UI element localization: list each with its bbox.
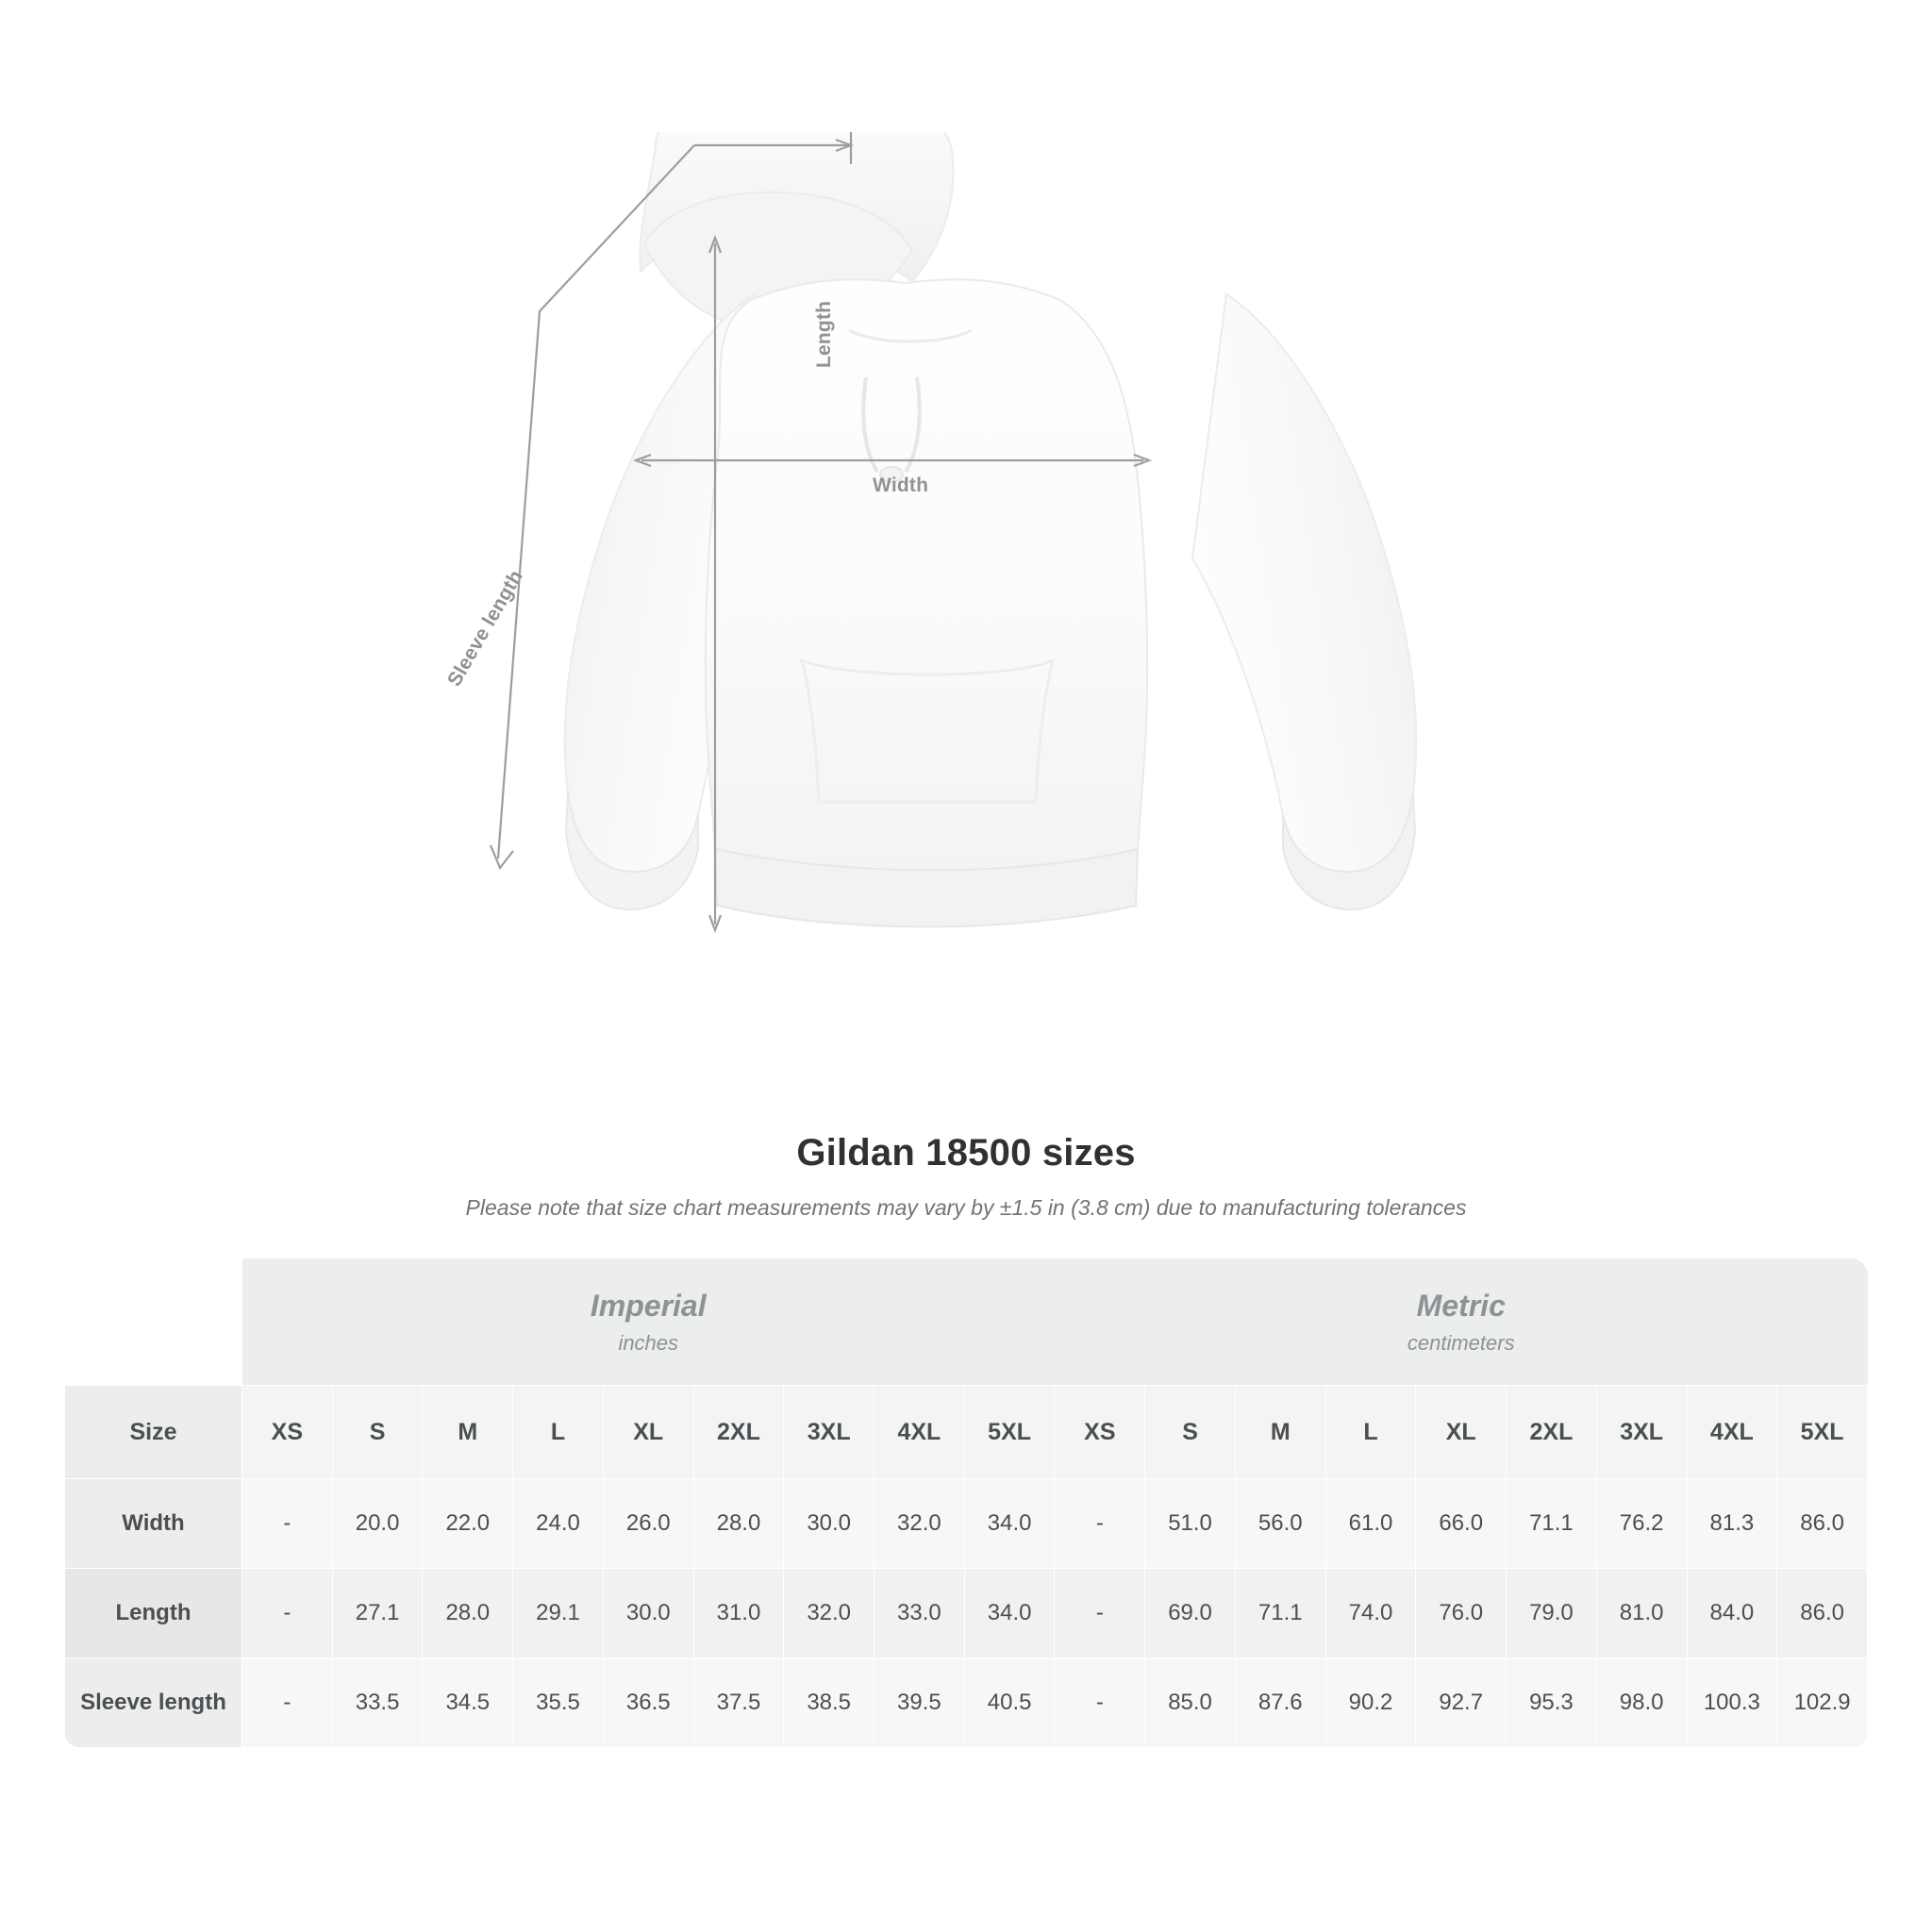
size-col-header: 3XL [784, 1386, 874, 1479]
length-label: Length [813, 300, 835, 368]
row-label-width: Width [65, 1479, 242, 1569]
size-col-header: XS [242, 1386, 333, 1479]
page-title: Gildan 18500 sizes [796, 1132, 1136, 1174]
cell: 81.0 [1596, 1569, 1687, 1658]
cell: 86.0 [1777, 1479, 1868, 1569]
size-header-row [65, 1386, 1868, 1479]
size-col-header: 5XL [1777, 1386, 1868, 1479]
size-col-header: S [332, 1386, 423, 1479]
size-col-header: S [1145, 1386, 1236, 1479]
cell: 26.0 [603, 1479, 693, 1569]
tolerance-note: Please note that size chart measurements may vary by ±1.5 in (3.8 cm) due to manufacturing tolerances [465, 1195, 1467, 1220]
size-col-header: 2XL [1507, 1386, 1597, 1479]
row-label-length: Length [65, 1569, 242, 1658]
cell: 79.0 [1507, 1569, 1597, 1658]
cell: - [1055, 1569, 1145, 1658]
cell: 30.0 [784, 1479, 874, 1569]
size-col-header: M [1235, 1386, 1325, 1479]
cell: 71.1 [1507, 1479, 1597, 1569]
size-table-wrapper [64, 1258, 1868, 1748]
cell: 28.0 [693, 1479, 784, 1569]
sleeve-length-label: Sleeve length [443, 566, 527, 691]
cell: 33.0 [874, 1569, 965, 1658]
cell: 33.5 [332, 1658, 423, 1748]
size-col-header: 4XL [874, 1386, 965, 1479]
metric-sub: centimeters [1407, 1330, 1515, 1355]
hoodie-image [472, 132, 1472, 1085]
cell: 74.0 [1325, 1569, 1416, 1658]
size-col-header: 5XL [964, 1386, 1055, 1479]
imperial-name: Imperial [590, 1288, 707, 1323]
cell: - [242, 1479, 333, 1569]
cell: 98.0 [1596, 1658, 1687, 1748]
imperial-sub: inches [618, 1330, 679, 1355]
cell: 29.1 [513, 1569, 604, 1658]
metric-name: Metric [1416, 1288, 1506, 1323]
cell: 90.2 [1325, 1658, 1416, 1748]
cell: 37.5 [693, 1658, 784, 1748]
cell: 28.0 [423, 1569, 513, 1658]
cell: 31.0 [693, 1569, 784, 1658]
cell: 66.0 [1416, 1479, 1507, 1569]
metric-header [1055, 1258, 1868, 1386]
cell: 40.5 [964, 1658, 1055, 1748]
cell: - [242, 1569, 333, 1658]
cell: 76.2 [1596, 1479, 1687, 1569]
cell: 34.0 [964, 1569, 1055, 1658]
cell: 95.3 [1507, 1658, 1597, 1748]
cell: 69.0 [1145, 1569, 1236, 1658]
cell: 38.5 [784, 1658, 874, 1748]
cell: 102.9 [1777, 1658, 1868, 1748]
cell: 39.5 [874, 1658, 965, 1748]
cell: 85.0 [1145, 1658, 1236, 1748]
cell: 86.0 [1777, 1569, 1868, 1658]
cell: 32.0 [784, 1569, 874, 1658]
imperial-header [242, 1258, 1055, 1386]
cell: 84.0 [1687, 1569, 1777, 1658]
size-header-cell: Size [65, 1386, 242, 1479]
cell: 100.3 [1687, 1658, 1777, 1748]
size-col-header: L [513, 1386, 604, 1479]
size-col-header: M [423, 1386, 513, 1479]
cell: - [1055, 1658, 1145, 1748]
cell: - [242, 1658, 333, 1748]
size-col-header: XS [1055, 1386, 1145, 1479]
cell: 56.0 [1235, 1479, 1325, 1569]
cell: 34.5 [423, 1658, 513, 1748]
corner-cell [65, 1258, 242, 1386]
table-row [65, 1658, 1868, 1748]
cell: 61.0 [1325, 1479, 1416, 1569]
cell: 24.0 [513, 1479, 604, 1569]
cell: - [1055, 1479, 1145, 1569]
size-col-header: 3XL [1596, 1386, 1687, 1479]
width-label: Width [873, 475, 929, 496]
cell: 71.1 [1235, 1569, 1325, 1658]
cell: 87.6 [1235, 1658, 1325, 1748]
cell: 30.0 [603, 1569, 693, 1658]
cell: 36.5 [603, 1658, 693, 1748]
cell: 27.1 [332, 1569, 423, 1658]
table-row [65, 1569, 1868, 1658]
cell: 76.0 [1416, 1569, 1507, 1658]
size-col-header: 2XL [693, 1386, 784, 1479]
size-table [64, 1258, 1868, 1748]
cell: 20.0 [332, 1479, 423, 1569]
size-col-header: 4XL [1687, 1386, 1777, 1479]
size-col-header: XL [1416, 1386, 1507, 1479]
cell: 32.0 [874, 1479, 965, 1569]
cell: 34.0 [964, 1479, 1055, 1569]
table-row [65, 1479, 1868, 1569]
units-row [65, 1258, 1868, 1386]
cell: 35.5 [513, 1658, 604, 1748]
hoodie-svg [472, 132, 1472, 1085]
cell: 51.0 [1145, 1479, 1236, 1569]
cell: 81.3 [1687, 1479, 1777, 1569]
row-label-sleeve-length: Sleeve length [65, 1658, 242, 1748]
size-col-header: XL [603, 1386, 693, 1479]
cell: 92.7 [1416, 1658, 1507, 1748]
cell: 22.0 [423, 1479, 513, 1569]
title-block [0, 1132, 1932, 1221]
size-col-header: L [1325, 1386, 1416, 1479]
